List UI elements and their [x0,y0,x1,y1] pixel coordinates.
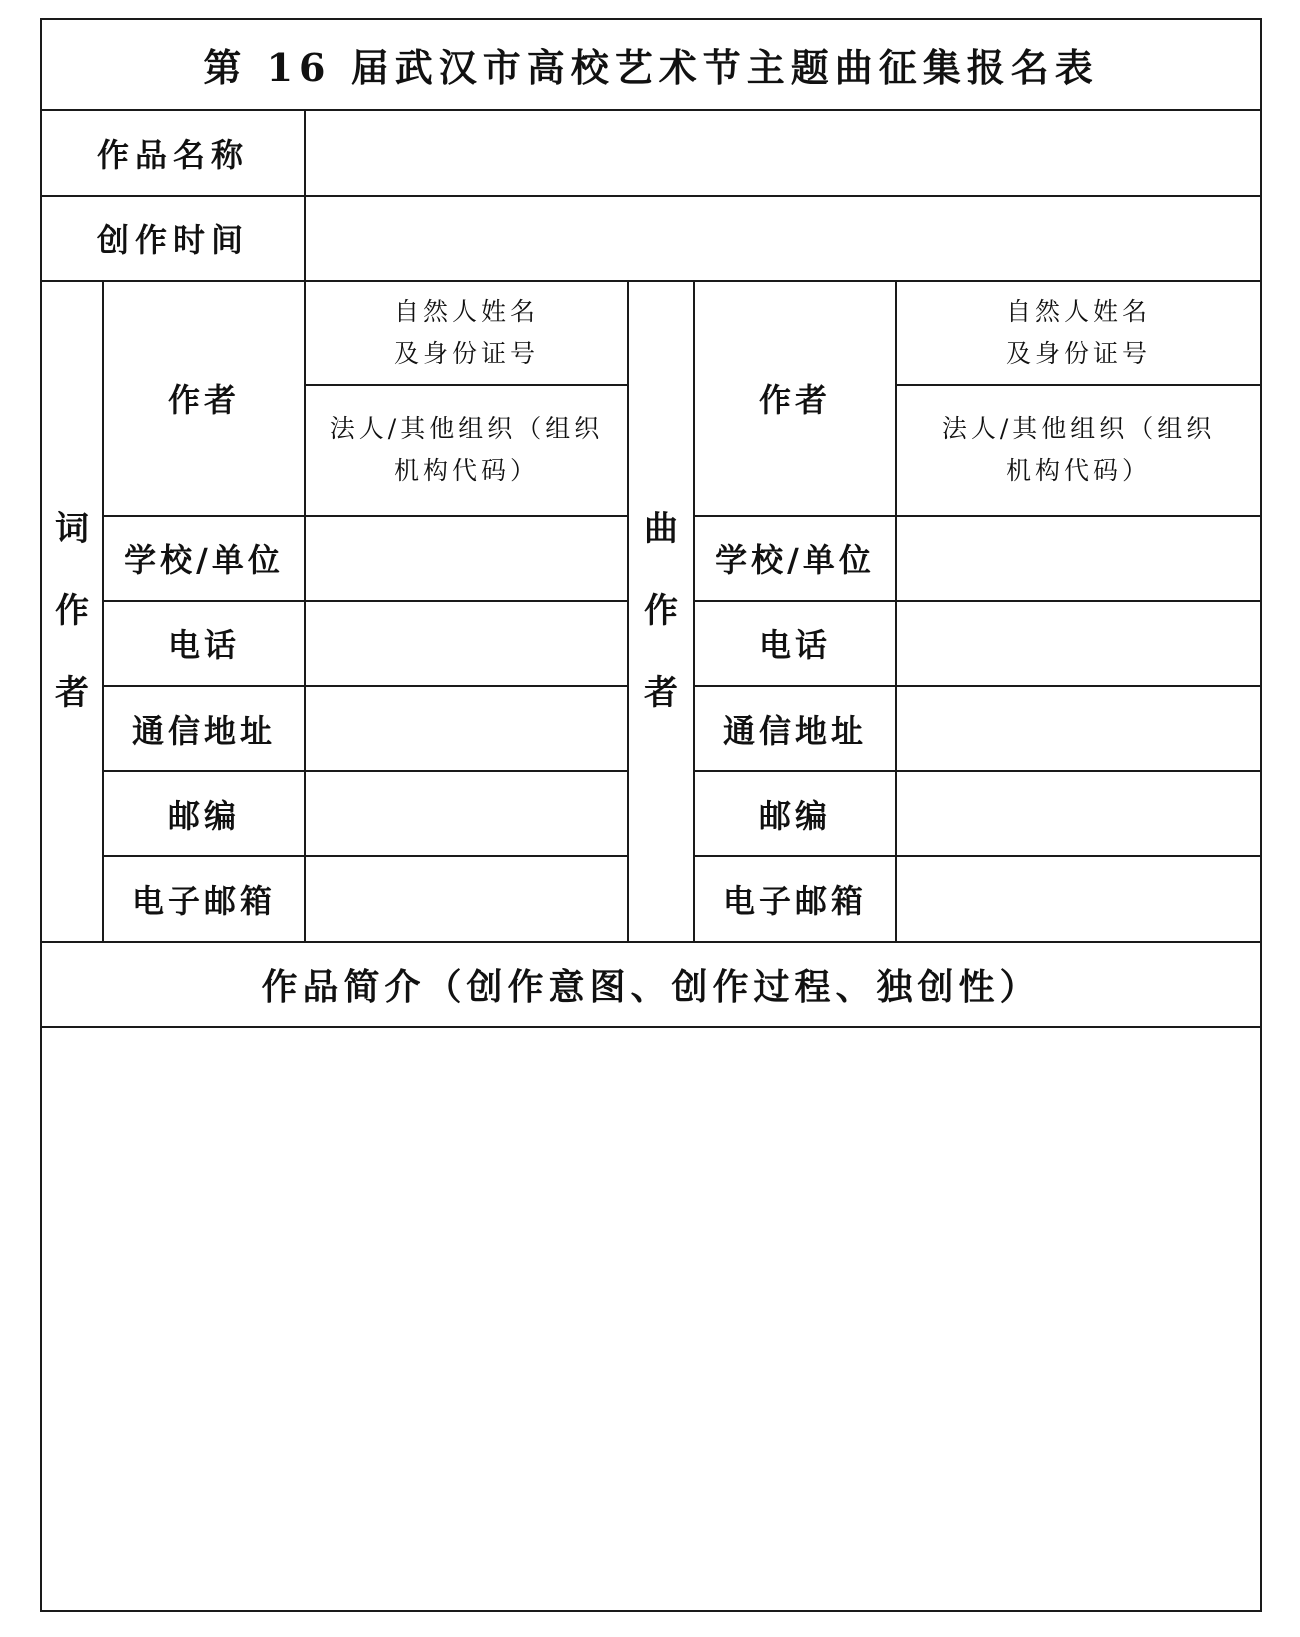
work-name-field[interactable] [305,110,1261,195]
composer-natural-person-label-line2: 及身份证号 [1006,338,1152,368]
lyricist-email-label: 电子邮箱 [103,856,305,941]
composer-postcode-field[interactable] [896,771,1261,856]
lyricist-email-field[interactable] [305,856,628,941]
composer-group-char-1: 曲 [644,509,678,550]
lyricist-group-label [41,281,103,942]
lyricist-natural-person-label-line2: 及身份证号 [393,338,539,368]
lyricist-group-char-1: 词 [55,509,89,550]
lyricist-postcode-label: 邮编 [103,771,305,856]
lyricist-legal-person-label-line2: 机构代码） [393,456,539,486]
lyricist-group-char-3: 者 [55,673,89,714]
composer-natural-person-cell[interactable] [896,281,1261,385]
lyricist-legal-person-label-line1: 法人/其他组织（组织 [329,414,604,444]
composer-legal-person-label-line1: 法人/其他组织（组织 [941,414,1216,444]
composer-natural-person-label-line1: 自然人姓名 [1006,296,1152,326]
composer-group-char-3: 者 [644,673,678,714]
lyricist-author-label: 作者 [103,281,305,516]
composer-email-field[interactable] [896,856,1261,941]
creation-time-field[interactable] [305,196,1261,281]
composer-address-field[interactable] [896,686,1261,771]
composer-postcode-label: 邮编 [694,771,896,856]
composer-email-label: 电子邮箱 [694,856,896,941]
lyricist-phone-label: 电话 [103,601,305,686]
form-title: 第 16 届武汉市高校艺术节主题曲征集报名表 [41,19,1261,110]
lyricist-group-char-2: 作 [55,591,89,632]
lyricist-address-label: 通信地址 [103,686,305,771]
lyricist-postcode-field[interactable] [305,771,628,856]
composer-author-label: 作者 [694,281,896,516]
composer-group-label [628,281,694,942]
lyricist-phone-field[interactable] [305,601,628,686]
lyricist-address-field[interactable] [305,686,628,771]
footer-cutoff-area [40,1620,1260,1637]
description-heading: 作品简介（创作意图、创作过程、独创性） [41,942,1261,1027]
composer-address-label: 通信地址 [694,686,896,771]
composer-school-label: 学校/单位 [694,516,896,601]
composer-phone-label: 电话 [694,601,896,686]
registration-form-table [40,18,1262,1612]
work-name-label: 作品名称 [41,110,305,195]
lyricist-school-field[interactable] [305,516,628,601]
lyricist-legal-person-cell[interactable] [305,385,628,516]
composer-phone-field[interactable] [896,601,1261,686]
composer-group-char-2: 作 [644,591,678,632]
composer-legal-person-label-line2: 机构代码） [1006,456,1152,486]
lyricist-natural-person-label-line1: 自然人姓名 [393,296,539,326]
lyricist-natural-person-cell[interactable] [305,281,628,385]
lyricist-school-label: 学校/单位 [103,516,305,601]
description-field[interactable] [41,1027,1261,1611]
composer-school-field[interactable] [896,516,1261,601]
composer-legal-person-cell[interactable] [896,385,1261,516]
creation-time-label: 创作时间 [41,196,305,281]
